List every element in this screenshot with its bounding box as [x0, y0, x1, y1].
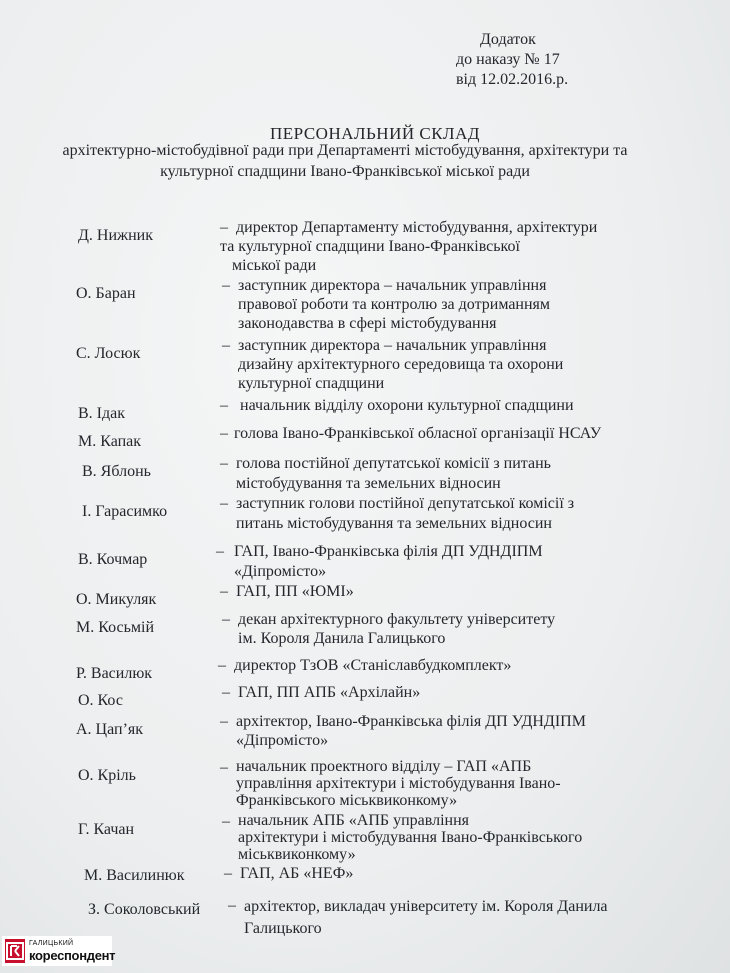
member-role [234, 542, 634, 582]
role-line: управління архітектури і містобудування Івано- [236, 775, 561, 792]
member-role [238, 812, 638, 863]
role-dash: – [220, 583, 228, 600]
member-name: Г. Качан [78, 821, 135, 838]
role-dash: – [220, 219, 228, 236]
role-dash: – [222, 813, 230, 830]
member-name: Д. Нижник [78, 227, 153, 244]
logo-big-text: кореспондент [29, 948, 116, 963]
role-line: архітектури і містобудування Івано-Франківського [238, 829, 583, 846]
role-line: заступник директора – начальник управління [238, 337, 547, 354]
member-name: О. Кос [78, 692, 123, 709]
role-line: питань містобудування та земельних відносин [236, 515, 552, 532]
subtitle-line: культурної спадщини Івано-Франківської міської ради [160, 163, 530, 180]
role-line: дизайну архітектурного середовища та охорони [238, 356, 564, 373]
member-name: М. Василинюк [84, 867, 185, 884]
member-name: О. Баран [76, 285, 136, 302]
member-role [238, 276, 638, 333]
role-dash: – [220, 759, 228, 776]
member-name: В. Ідак [78, 405, 126, 422]
member-name: В. Кочмар [78, 551, 148, 568]
role-line: заступник голови постійної депутатської комісії з [236, 495, 575, 512]
document-title: ПЕРСОНАЛЬНИЙ СКЛАД [270, 124, 480, 143]
role-line: культурної спадщини [238, 375, 385, 392]
member-name: В. Яблонь [82, 463, 151, 480]
member-name: С. Лосюк [76, 345, 141, 362]
role-line: правової роботи та контролю за дотриманням [238, 296, 551, 313]
role-line: начальник АПБ «АПБ управління [238, 812, 470, 829]
member-role [236, 582, 636, 601]
role-dash: – [220, 397, 228, 414]
member-role [236, 454, 636, 494]
role-line: Франківського міськвиконкому» [236, 792, 458, 809]
member-role [236, 712, 636, 750]
appendix-title: Додаток [480, 31, 536, 48]
order-date: від 12.02.2016.р. [456, 71, 569, 88]
member-role [234, 656, 634, 675]
member-role [236, 494, 636, 534]
subtitle-line: архітектурно-містобудівної ради при Департаменті містобудування, архітектури та [62, 142, 628, 159]
role-line: міськвиконкому» [238, 846, 356, 863]
role-line: заступник директора – начальник управління [238, 277, 547, 294]
role-line: начальник відділу охорони культурної спадщини [240, 397, 574, 414]
role-line: ГАП, ПП АПБ «Архілайн» [238, 684, 421, 701]
member-role [236, 758, 636, 809]
role-line: архітектор, викладач університету ім. Короля Данила [244, 898, 608, 915]
role-dash: – [222, 277, 230, 294]
role-line: «Діпромісто» [234, 563, 327, 580]
member-role [240, 864, 640, 883]
role-dash: – [222, 611, 230, 628]
role-line: ГАП, ПП «ЮМІ» [236, 583, 354, 600]
member-name: А. Цап’як [76, 721, 144, 738]
role-line: архітектор, Івано-Франківська філія ДП УДНДІПМ [236, 713, 586, 730]
role-dash: – [228, 897, 236, 914]
watermark-logo [2, 936, 116, 966]
member-name: І. Гарасимко [82, 503, 168, 520]
member-name: О. Микуляк [76, 591, 157, 608]
role-line: та культурної спадщини Івано-Франківської [220, 238, 520, 255]
role-line: ГАП, АБ «НЕФ» [240, 865, 354, 882]
member-role [238, 683, 638, 702]
role-line: міської ради [232, 257, 317, 274]
member-role [238, 610, 638, 648]
role-dash: – [220, 455, 228, 472]
role-line: ім. Короля Данила Галицького [238, 630, 446, 647]
member-role [238, 336, 638, 393]
order-number: до наказу № 17 [456, 51, 560, 68]
role-line: начальник проектного відділу – ГАП «АПБ [236, 758, 532, 775]
role-dash: – [222, 684, 230, 701]
member-role [220, 218, 636, 275]
member-role [240, 396, 640, 415]
role-line: голова Івано-Франківської обласної організації НСАУ [234, 425, 602, 442]
role-line: директор ТзОВ «Станіславбудкомплект» [234, 657, 512, 674]
role-line: Галицького [244, 920, 322, 937]
role-line: законодавства в сфері містобудування [238, 315, 497, 332]
role-line: ГАП, Івано-Франківська філія ДП УДНДІПМ [234, 543, 543, 560]
logo-small-text: ГАЛИЦЬКИЙ [29, 940, 74, 947]
role-dash: – [222, 337, 230, 354]
member-name: О. Кріль [78, 767, 136, 784]
role-line: містобудування та земельних відносин [236, 475, 501, 492]
role-dash: – [224, 865, 232, 882]
member-name: М. Капак [78, 433, 142, 450]
role-dash: – [220, 713, 228, 730]
member-role [234, 424, 634, 443]
role-line: голова постійної депутатської комісії з питань [236, 455, 551, 472]
logo-text [29, 939, 115, 963]
role-line: декан архітектурного факультету університету [238, 611, 556, 628]
role-line: «Діпромісто» [236, 732, 329, 749]
role-dash: – [220, 425, 228, 442]
member-name: Р. Василюк [76, 665, 153, 682]
member-name: З. Соколовський [88, 901, 201, 918]
role-dash: – [216, 543, 224, 560]
logo-mark-icon [5, 939, 25, 963]
role-line: директор Департаменту містобудування, архітектури [236, 219, 598, 236]
role-dash: – [220, 495, 228, 512]
member-role [244, 896, 644, 940]
member-name: М. Косьмій [76, 619, 155, 636]
role-dash: – [218, 657, 226, 674]
